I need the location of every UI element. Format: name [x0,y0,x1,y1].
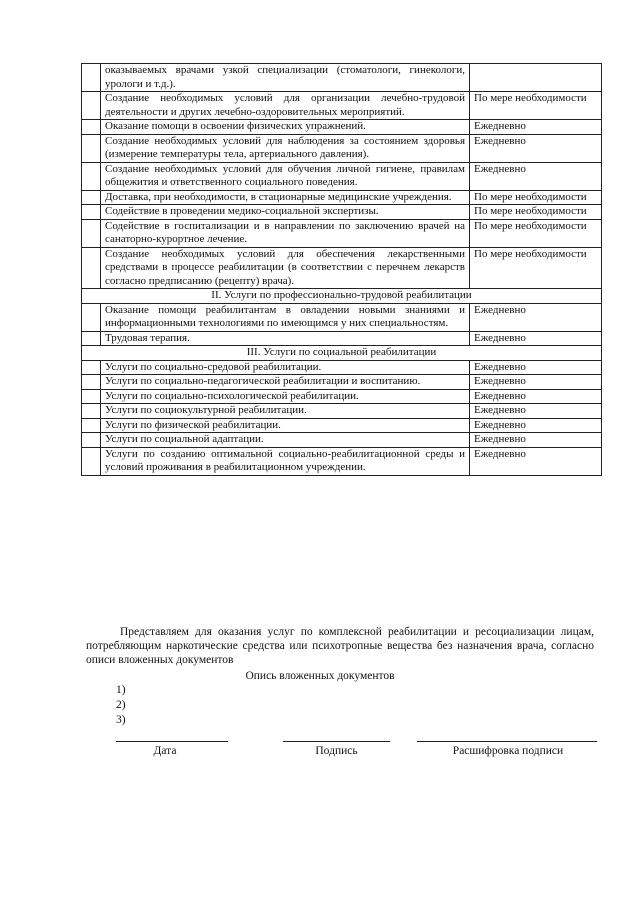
service-cell: Содействие в госпитализации и в направлении по заключению врачей на санаторно-курортное лечение. [101,219,470,247]
service-cell: Оказание помощи в освоении физических упражнений. [101,120,470,135]
frequency-cell: Ежедневно [470,375,602,390]
row-number-cell [82,247,101,289]
table-row [82,303,602,331]
section-heading: III. Услуги по социальной реабилитации [82,346,602,361]
frequency-cell: Ежедневно [470,331,602,346]
row-number-cell [82,219,101,247]
frequency-cell: Ежедневно [470,447,602,475]
row-number-cell [82,64,101,92]
row-number-cell [82,205,101,220]
frequency-cell: Ежедневно [470,389,602,404]
signature-label: Подпись [315,745,358,757]
statement-paragraph [86,625,594,667]
service-cell: Создание необходимых условий для организации лечебно-трудовой деятельности и других лечебно-оздоровительных мероприятий. [101,92,470,120]
service-cell: Содействие в проведении медико-социальной экспертизы. [101,205,470,220]
row-number-cell [82,331,101,346]
table-row [82,64,602,92]
row-number-cell [82,389,101,404]
date-line [116,741,228,742]
frequency-cell: Ежедневно [470,134,602,162]
frequency-cell: Ежедневно [470,303,602,331]
table-row [82,92,602,120]
row-number-cell [82,92,101,120]
service-cell: Создание необходимых условий для наблюдения за состоянием здоровья (измерение температуры тела, артериального давления). [101,134,470,162]
table-row [82,447,602,475]
service-cell: Создание необходимых условий для обеспечения лекарственными средствами в процессе реабилитации (в соответствии с перечнем лекарств согласно предписанию (рецепту) врача). [101,247,470,289]
table-row [82,190,602,205]
row-number-cell [82,303,101,331]
section-heading-row [82,289,602,304]
row-number-cell [82,418,101,433]
table-row [82,247,602,289]
frequency-cell: Ежедневно [470,162,602,190]
row-number-cell [82,375,101,390]
frequency-cell: По мере необходимости [470,190,602,205]
service-cell: оказываемых врачами узкой специализации (стоматологи, гинекологи, урологи и т.д.). [101,64,470,92]
frequency-cell: Ежедневно [470,404,602,419]
service-cell: Оказание помощи реабилитантам в овладении новыми знаниями и информационными технологиями по имеющимся у них специальностям. [101,303,470,331]
service-cell: Услуги по физической реабилитации. [101,418,470,433]
service-cell: Создание необходимых условий для обучения личной гигиене, правилам общежития и ответственного социального поведения. [101,162,470,190]
row-number-cell [82,404,101,419]
frequency-cell: Ежедневно [470,120,602,135]
signature-line [283,741,390,742]
services-table [81,63,602,476]
service-cell: Услуги по социально-психологической реабилитации. [101,389,470,404]
service-cell: Доставка, при необходимости, в стационарные медицинские учреждения. [101,190,470,205]
date-label: Дата [153,745,177,757]
frequency-cell [470,64,602,92]
service-cell: Трудовая терапия. [101,331,470,346]
table-row [82,120,602,135]
frequency-cell: По мере необходимости [470,219,602,247]
service-cell: Услуги по созданию оптимальной социально-реабилитационной среды и условий проживания в реабилитационном учреждении. [101,447,470,475]
row-number-cell [82,162,101,190]
frequency-cell: Ежедневно [470,418,602,433]
frequency-cell: Ежедневно [470,360,602,375]
table-row [82,418,602,433]
table-row [82,389,602,404]
frequency-cell: По мере необходимости [470,92,602,120]
service-cell: Услуги по социально-средовой реабилитации. [101,360,470,375]
table-row [82,134,602,162]
decoding-line [417,741,597,742]
row-number-cell [82,120,101,135]
row-number-cell [82,134,101,162]
row-number-cell [82,433,101,448]
table-row [82,162,602,190]
table-row [82,331,602,346]
statement-text: Представляем для оказания услуг по комплексной реабилитации и ресоциализации лицам, потребляющим наркотические средства или психотропные вещества без назначения врача, согласно описи вложенных документов [86,626,594,666]
row-number-cell [82,360,101,375]
row-number-cell [82,447,101,475]
frequency-cell: Ежедневно [470,433,602,448]
frequency-cell: По мере необходимости [470,247,602,289]
table-row [82,375,602,390]
table-row [82,360,602,375]
section-heading-row [82,346,602,361]
section-heading: II. Услуги по профессионально-трудовой реабилитации [82,289,602,304]
inventory-item-3: 3) [116,714,126,726]
table-row [82,219,602,247]
table-row [82,404,602,419]
row-number-cell [82,190,101,205]
services-table-body [82,64,602,476]
inventory-title: Опись вложенных документов [245,670,395,682]
table-row [82,205,602,220]
frequency-cell: По мере необходимости [470,205,602,220]
inventory-item-1: 1) [116,684,126,696]
service-cell: Услуги по социокультурной реабилитации. [101,404,470,419]
decoding-label: Расшифровка подписи [452,745,564,757]
table-row [82,433,602,448]
service-cell: Услуги по социально-педагогической реабилитации и воспитанию. [101,375,470,390]
inventory-item-2: 2) [116,699,126,711]
service-cell: Услуги по социальной адаптации. [101,433,470,448]
